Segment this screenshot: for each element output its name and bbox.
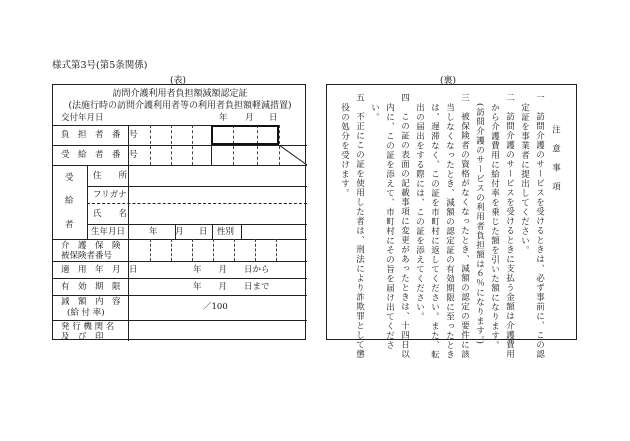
valid-until-label: 有 効 期 限 bbox=[61, 282, 121, 292]
notes-heading: 注 意 事 項 bbox=[550, 125, 561, 192]
note-line: (訪問介護のサービスの利用者負担額は６％になります。) bbox=[474, 103, 485, 345]
furigana-label: フリガナ bbox=[93, 190, 127, 200]
back-label: (裏) bbox=[440, 76, 457, 86]
note-line: 当しなくなったとき、減額の認定証の有効期限に至ったとき bbox=[444, 103, 455, 360]
issuer-seal-label: 及 び 印 bbox=[61, 332, 104, 342]
front-label: (表) bbox=[170, 76, 187, 86]
note-line: い。 bbox=[369, 103, 380, 122]
valid-until-value: 年 月 日まで bbox=[193, 282, 270, 292]
note-line: 四 この証の表面の記載事項に変更があったときは、十四日以 bbox=[399, 93, 410, 359]
issue-day: 日 bbox=[269, 113, 278, 123]
beneficiary-vertical-1: 受 bbox=[65, 173, 74, 183]
name-label: 氏 名 bbox=[93, 209, 128, 219]
note-line: は、遅滞なく、この証を市町村に返してください。また、転 bbox=[429, 103, 440, 360]
note-line: 三 被保険者の資格がなくなったとき、減額の認定の要件に該 bbox=[459, 93, 470, 359]
address-label: 住 所 bbox=[93, 171, 128, 181]
note-line: 五 不正にこの証を使用した者は、刑法により詐欺罪として懲 bbox=[354, 93, 365, 359]
note-line: 役の処分を受けます。 bbox=[339, 103, 350, 198]
birth-day: 日 bbox=[199, 227, 208, 237]
highlighted-number-box bbox=[211, 125, 279, 145]
issue-year: 年 bbox=[219, 113, 228, 123]
insured-number-label: 負 担 者 番 号 bbox=[61, 130, 138, 140]
certificate-front bbox=[52, 84, 306, 340]
applicable-date-label: 適 用 年 月 日 bbox=[61, 265, 138, 275]
care-insurance-label: 介 護 保 険 bbox=[61, 241, 121, 251]
issue-month: 月 bbox=[245, 113, 254, 123]
form-title: 様式第3号(第5条関係) bbox=[52, 60, 148, 71]
beneficiary-number-label: 受 給 者 番 号 bbox=[61, 150, 138, 160]
note-line: 二 訪問介護のサービスを受けるときに支払う金額は介護費用 bbox=[504, 93, 515, 359]
issue-date-label: 交付年月日 bbox=[61, 113, 104, 123]
birth-year: 年 bbox=[149, 227, 158, 237]
benefit-rate-label: (給 付 率) bbox=[67, 308, 105, 318]
certificate-back bbox=[326, 84, 577, 360]
note-line: から介護費用に給付率を乗じた額を引いた額になります。 bbox=[489, 103, 500, 350]
beneficiary-vertical-2: 給 bbox=[65, 196, 74, 206]
insured-number-sub-label: 被保険者番号 bbox=[61, 251, 113, 261]
card-subtitle: (法施行時の訪問介護利用者等の利用者負担額軽減措置) bbox=[68, 101, 292, 111]
card-title: 訪問介護利用者負担額減額認定証 bbox=[112, 89, 248, 99]
beneficiary-vertical-3: 者 bbox=[65, 220, 74, 230]
applicable-date-value: 年 月 日から bbox=[193, 265, 270, 275]
note-line: 一 訪問介護のサービスを受けるときは、必ず事前に、この認 bbox=[534, 93, 545, 359]
diagonal-cell bbox=[279, 145, 307, 165]
reduction-value: ／100 bbox=[203, 302, 228, 312]
note-line: 出の届出をする際には、この証を添えてください。 bbox=[414, 103, 425, 322]
birth-label: 生年月日 bbox=[91, 227, 126, 237]
issuer-label: 発 行 機 関 名 bbox=[61, 322, 115, 332]
note-line: 内に、この証を添えて、市町村にその旨を届け出てくださ bbox=[384, 103, 395, 350]
birth-month: 月 bbox=[175, 227, 184, 237]
reduction-label: 減 額 内 容 bbox=[61, 297, 121, 307]
gender-label: 性別 bbox=[217, 227, 235, 237]
note-line: 定証を事業者に提出してください。 bbox=[519, 103, 530, 255]
